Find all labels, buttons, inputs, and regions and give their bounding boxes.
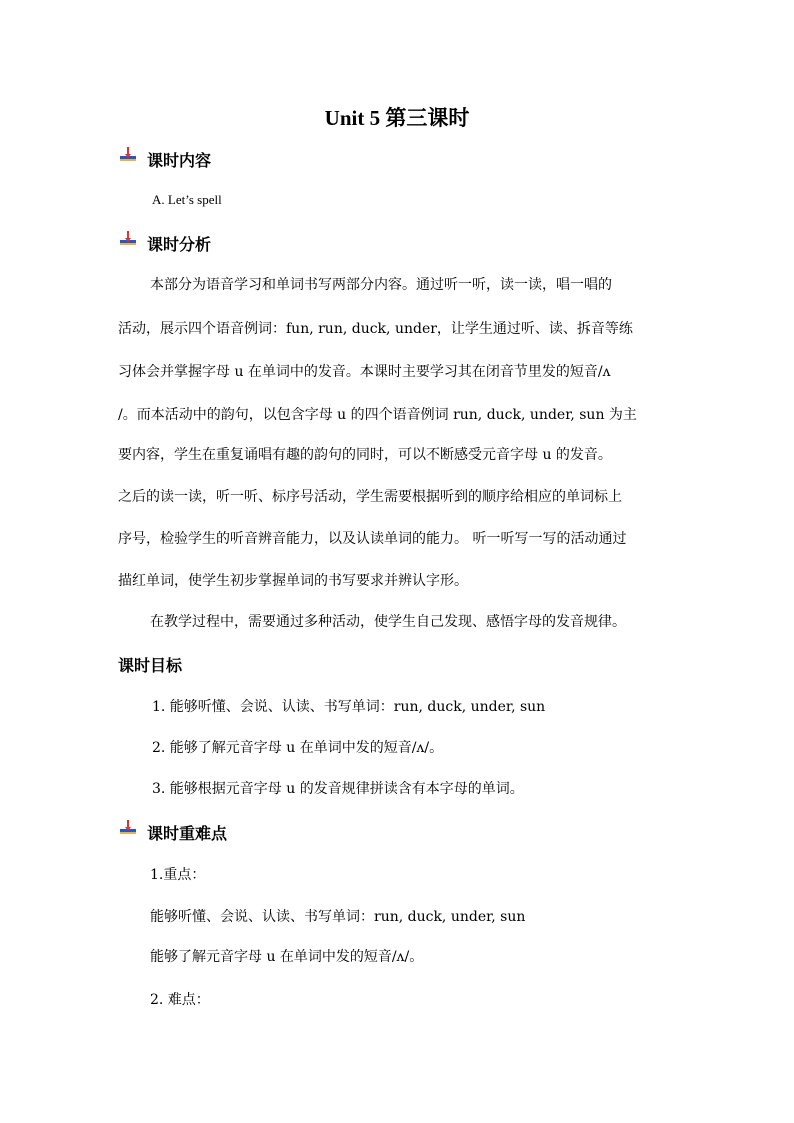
section-heading-content: 课时内容	[147, 151, 212, 170]
analysis-line: 之后的读一读，听一听、标序号活动，学生需要根据听到的顺序给相应的单词标上	[118, 489, 622, 505]
bullet-pen-icon	[118, 230, 138, 250]
analysis-line: 描红单词，使学生初步掌握单词的书写要求并辨认字形。	[118, 573, 468, 589]
analysis-line: 本部分为语音学习和单词书写两部分内容。通过听一听，读一读，唱一唱的	[150, 277, 612, 293]
content-item: A. Let’s spell	[152, 192, 222, 207]
section-heading-analysis: 课时分析	[147, 235, 212, 254]
bullet-pen-icon	[118, 819, 138, 839]
bullet-pen-icon	[118, 146, 138, 166]
goal-item: 3. 能够根据元音字母 u 的发音规律拼读含有本字母的单词。	[152, 781, 524, 797]
goal-item: 2. 能够了解元音字母 u 在单词中发的短音/ʌ/。	[152, 740, 444, 756]
key-item: 能够听懂、会说、认读、书写单词：run, duck, under, sun	[150, 909, 526, 925]
analysis-line: 活动，展示四个语音例词：fun, run, duck, under，让学生通过听、读、拆音等练	[118, 321, 633, 337]
key-item: 能够了解元音字母 u 在单词中发的短音/ʌ/。	[150, 949, 424, 965]
analysis-paragraph-2: 在教学过程中，需要通过多种活动，使学生自己发现、感悟字母的发音规律。	[150, 614, 626, 630]
section-heading-goals: 课时目标	[118, 656, 183, 675]
difficult-label: 2. 难点：	[150, 992, 210, 1008]
analysis-line: 序号，检验学生的听音辨音能力，以及认读单词的能力。 听一听写一写的活动通过	[118, 531, 627, 547]
section-heading-keypoints: 课时重难点	[147, 824, 228, 843]
analysis-line: 要内容，学生在重复诵唱有趣的韵句的同时，可以不断感受元音字母 u 的发音。	[118, 447, 612, 463]
goal-item: 1. 能够听懂、会说、认读、书写单词：run, duck, under, sun	[152, 699, 546, 715]
analysis-line: /。而本活动中的韵句，以包含字母 u 的四个语音例词 run, duck, under, sun 为主	[118, 407, 637, 423]
page-title: Unit 5 第三课时	[324, 106, 470, 130]
key-label: 1.重点：	[150, 867, 206, 883]
analysis-line: 习体会并掌握字母 u 在单词中的发音。本课时主要学习其在闭音节里发的短音/ʌ	[118, 364, 611, 380]
